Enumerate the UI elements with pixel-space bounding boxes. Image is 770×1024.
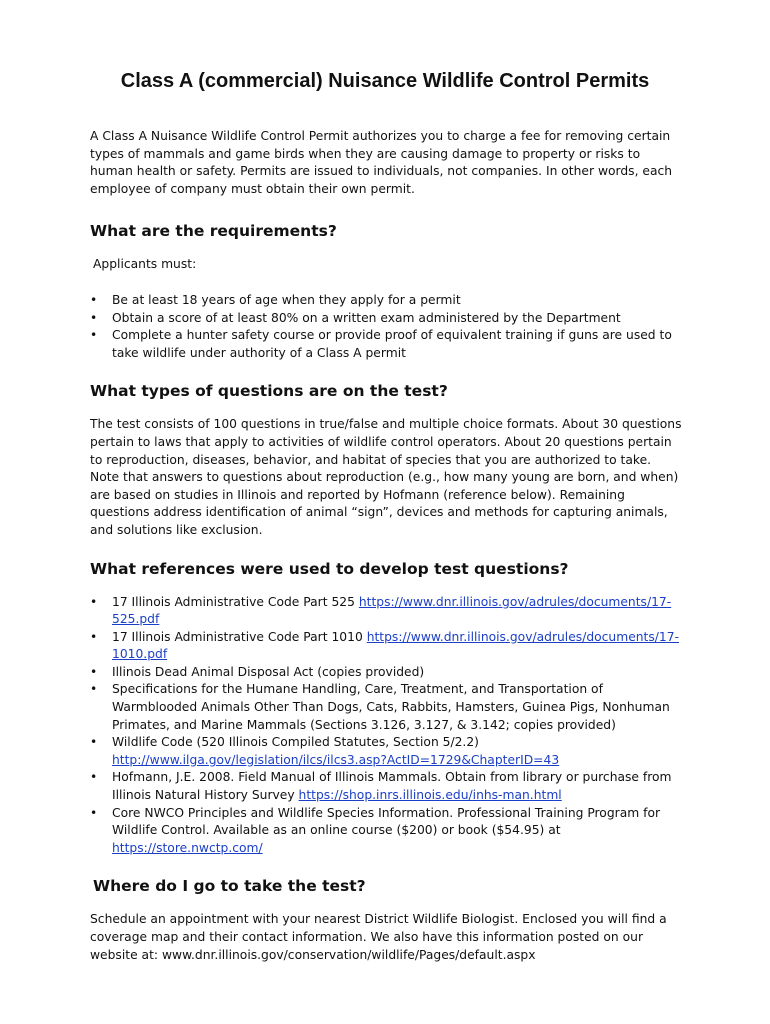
intro-paragraph: A Class A Nuisance Wildlife Control Permit authorizes you to charge a fee for removing certain types of mammals and game birds when they are causing damage to property or risks to human health or safety. Permits are issued to individuals, not companies. In other words, each employee of company must obtain their own permit. — [90, 129, 673, 196]
reference-link[interactable]: https://www.dnr.illinois.gov/adrules/documents/17-525.pdf — [112, 594, 672, 627]
references-heading: What references were used to develop test questions? — [90, 559, 569, 578]
list-item: • 17 Illinois Administrative Code Part 1010 https://www.dnr.illinois.gov/adrules/documents/17-1010.pdf — [90, 629, 682, 664]
list-item: • Be at least 18 years of age when they apply for a permit — [90, 292, 682, 310]
test-heading: What types of questions are on the test? — [90, 382, 448, 401]
list-item: • Hofmann, J.E. 2008. Field Manual of Illinois Mammals. Obtain from library or purchase from Illinois Natural History Survey https://shop.inrs.illinois.edu/inhs-man.html — [90, 769, 682, 804]
list-item: • Core NWCO Principles and Wildlife Species Information. Professional Training Program for Wildlife Control. Available as an online course ($200) or book ($54.95) at https://store.nwctp.com/ — [90, 805, 682, 858]
references-list — [90, 594, 682, 858]
list-item: • 17 Illinois Administrative Code Part 525 https://www.dnr.illinois.gov/adrules/documents/17-525.pdf — [90, 594, 682, 629]
list-item: • Illinois Dead Animal Disposal Act (copies provided) — [90, 664, 682, 682]
requirements-lead: Applicants must: — [93, 257, 197, 272]
list-item: • Specifications for the Humane Handling, Care, Treatment, and Transportation of Warmblooded Animals Other Than Dogs, Cats, Rabbits, Hamsters, Guinea Pigs, Nonhuman Primates, and Marine Mammals (Sections 3.126, 3.127, & 3.142; copies provided) — [90, 681, 682, 734]
reference-link[interactable]: https://store.nwctp.com/ — [112, 840, 263, 855]
document-body — [90, 128, 682, 964]
reference-link[interactable]: http://www.ilga.gov/legislation/ilcs/ilcs3.asp?ActID=1729&ChapterID=43 — [112, 752, 560, 767]
list-item: • Wildlife Code (520 Illinois Compiled Statutes, Section 5/2.2) http://www.ilga.gov/legislation/ilcs/ilcs3.asp?ActID=1729&ChapterID=43 — [90, 734, 682, 769]
where-heading: Where do I go to take the test? — [93, 877, 366, 896]
list-item: • Complete a hunter safety course or provide proof of equivalent training if guns are used to take wildlife under authority of a Class A permit — [90, 327, 682, 362]
list-item: • Obtain a score of at least 80% on a written exam administered by the Department — [90, 310, 682, 328]
reference-link[interactable]: https://shop.inrs.illinois.edu/inhs-man.html — [298, 788, 562, 803]
page-title: Class A (commercial) Nuisance Wildlife Control Permits — [120, 70, 650, 92]
reference-link[interactable]: https://www.dnr.illinois.gov/adrules/documents/17-1010.pdf — [112, 629, 680, 662]
requirements-heading: What are the requirements? — [90, 222, 337, 241]
test-paragraph: The test consists of 100 questions in true/false and multiple choice formats. About 30 questions pertain to laws that apply to activities of wildlife control operators. About 20 questions pertain to reproduction, diseases, behavior, and habitat of species that you are authorized to take. Note that answers to questions about reproduction (e.g., how many young are born, and when) are based on studies in Illinois and reported by Hofmann (reference below). Remaining questions address identification of animal “sign”, devices and methods for capturing animals, and solutions like exclusion. — [90, 417, 682, 537]
where-paragraph: Schedule an appointment with your nearest District Wildlife Biologist. Enclosed you will find a coverage map and their contact information. We also have this information posted on our website at: www.dnr.illinois.gov/conservation/wildlife/Pages/default.aspx — [90, 912, 667, 962]
requirements-list — [90, 292, 682, 362]
